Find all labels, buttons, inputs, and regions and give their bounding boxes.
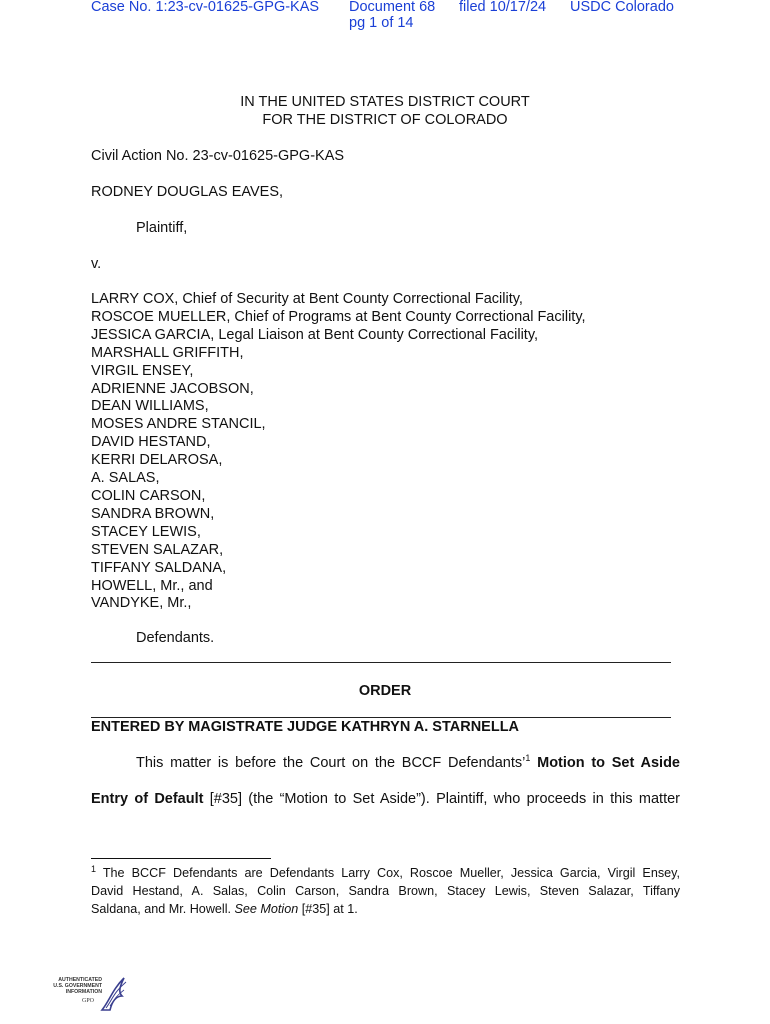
seal-line3: INFORMATION	[65, 989, 102, 995]
defendant-entry: A. SALAS,	[91, 470, 160, 487]
defendant-entry: TIFFANY SALDANA,	[91, 559, 227, 576]
plaintiff-role: Plaintiff,	[136, 220, 188, 236]
civil-action-number: Civil Action No. 23-cv-01625-GPG-KAS	[91, 148, 345, 164]
defendant-entry: DAVID HESTAND,	[91, 434, 211, 451]
footnote-citation: See Motion	[234, 902, 299, 916]
defendant-entry: COLIN CARSON,	[91, 487, 206, 504]
defendant-entry: VIRGIL ENSEY,	[91, 362, 194, 379]
motion-title-part2: Entry of Default	[91, 791, 204, 807]
defendants-role: Defendants.	[136, 630, 215, 646]
defendant-entry: JESSICA GARCIA, Legal Liaison at Bent County Correctional Facility,	[91, 326, 539, 343]
header-filed-date: filed 10/17/24	[459, 0, 547, 15]
gpo-seal-text	[44, 977, 102, 995]
gpo-authentication-seal	[40, 970, 132, 1018]
entered-by-line: ENTERED BY MAGISTRATE JUDGE KATHRYN A. STARNELLA	[91, 719, 520, 735]
defendant-entry: LARRY COX, Chief of Security at Bent County Correctional Facility,	[91, 291, 523, 307]
gpo-acronym: GPO	[82, 998, 95, 1004]
header-document: Document 68	[349, 0, 436, 15]
defendant-entry: STACEY LEWIS,	[91, 523, 201, 540]
footnote-separator	[91, 858, 271, 859]
header-case-no: Case No. 1:23-cv-01625-GPG-KAS	[91, 0, 320, 15]
court-name-line2: FOR THE DISTRICT OF COLORADO	[262, 112, 508, 128]
caption-divider	[91, 662, 671, 663]
header-court: USDC Colorado	[570, 0, 674, 15]
court-name-line1: IN THE UNITED STATES DISTRICT COURT	[240, 94, 530, 110]
seal-line2: U.S. GOVERNMENT	[53, 983, 102, 989]
defendant-entry: DEAN WILLIAMS,	[91, 398, 209, 415]
order-title: ORDER	[358, 683, 412, 699]
plaintiff-name: RODNEY DOUGLAS EAVES,	[91, 184, 284, 200]
body-line2-text: [#35] (the “Motion to Set Aside”). Plaintiff, who proceeds in this matter	[209, 791, 681, 807]
filing-header	[0, 0, 770, 40]
body-paragraph-line2	[91, 791, 680, 807]
footnote	[91, 864, 680, 918]
defendant-entry: STEVEN SALAZAR,	[91, 541, 224, 558]
defendant-entry: SANDRA BROWN,	[91, 505, 215, 522]
footnote-line2: David Hestand, A. Salas, Colin Carson, Sandra Brown, Stacey Lewis, Steven Salazar, Tiffany	[91, 884, 680, 898]
footnote-line3	[91, 900, 680, 918]
order-divider	[91, 717, 671, 718]
defendant-entry: VANDYKE, Mr.,	[91, 595, 192, 612]
footnote-text-3a: Saldana, and Mr. Howell.	[91, 902, 232, 916]
footnote-line1	[91, 864, 680, 882]
footnote-ref: 1	[525, 753, 531, 764]
defendant-entry: ROSCOE MUELLER, Chief of Programs at Bent County Correctional Facility,	[91, 308, 586, 325]
seal-line1: AUTHENTICATED	[58, 977, 102, 983]
defendant-entry: MOSES ANDRE STANCIL,	[91, 416, 266, 433]
footnote-mark: 1	[91, 863, 97, 874]
motion-title-part1: Motion to Set Aside	[537, 755, 680, 771]
defendants-list	[91, 291, 586, 613]
footnote-text-1: The BCCF Defendants are Defendants Larry Cox, Roscoe Mueller, Jessica Garcia, Virgil Ensey,	[102, 866, 680, 880]
footnote-text-3b: [#35] at 1.	[301, 902, 358, 916]
body-line1-text: This matter is before the Court on the BCCF Defendants’	[136, 755, 526, 771]
defendant-entry: HOWELL, Mr., and	[91, 577, 213, 594]
defendant-entry: ADRIENNE JACOBSON,	[91, 380, 254, 397]
versus-label: v.	[91, 256, 102, 272]
defendant-entry: MARSHALL GRIFFITH,	[91, 344, 244, 361]
defendant-entry: KERRI DELAROSA,	[91, 452, 223, 469]
body-paragraph-line1	[136, 755, 680, 771]
header-page-count: pg 1 of 14	[349, 15, 414, 31]
